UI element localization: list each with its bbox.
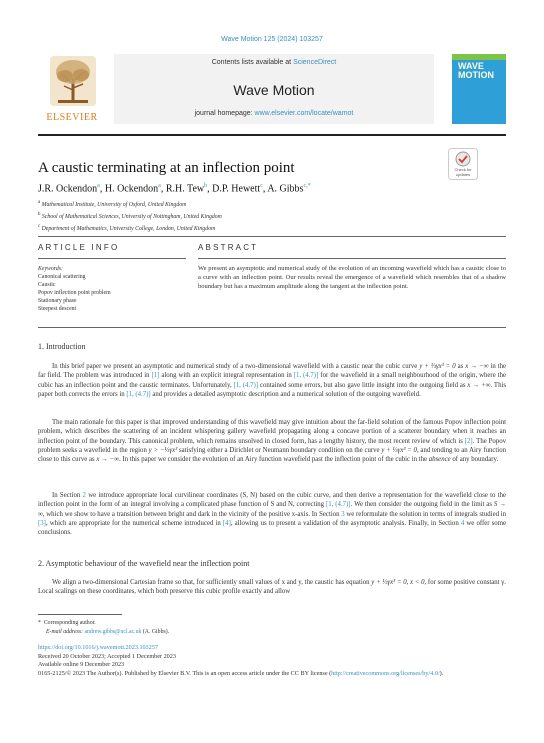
text-run: satisfying either a Dirichlet or Neumann boundary condition on the curve [177,446,382,454]
sciencedirect-link[interactable]: ScienceDirect [293,59,337,66]
text-run: The main rationale for this paper is that improved understanding of this wavefield may give intuition about the far-field solution of the famous Popov inflection point problem, which describes the scattering of an incident whispering gallery wavefield propagating along a concave portion of a scatterer boundary when it reaches an inflection point of the boundary. This canonical problem, which remains unsolved in closed form, has a lengthy history, the most recent review of which is [38,419,506,445]
equation: x → −∞ [465,363,489,370]
text-run: . This paper both corrects the errors in [38,381,507,398]
text-run: we reformulate the solution in terms of integrals studied in [344,510,506,518]
article-meta [38,644,506,678]
info-bottom-rule [38,327,506,328]
intro-paragraph-1 [38,362,506,399]
email-suffix: (A. Gibbs). [141,629,170,635]
keyword-item: Popov inflection point problem [38,290,111,296]
citation-link[interactable]: [1, (4.7)] [326,501,351,509]
author-separator: , [262,183,268,195]
emphasis: absence [428,456,451,463]
citation-link[interactable]: [1, (4.7)] [233,381,259,389]
keywords-title: Keywords: [38,266,63,272]
text-run: we offer some conclusions. [38,519,507,536]
homepage-line [114,110,434,117]
elsevier-tree-icon [50,56,96,106]
info-mid-rule-left [38,258,186,259]
keyword-item: Caustic [38,282,56,288]
text-run: of any boundary. [450,456,499,463]
author-affiliation-mark[interactable]: b [204,183,208,189]
author-separator: , [99,183,105,195]
journal-cover-thumbnail[interactable] [452,54,506,124]
cover-stripe [452,54,506,60]
email-label: E-mail address: [46,629,85,635]
text-run: and provides a detailed asymptotic description and a numerical solution of the outgoing wavefield. [150,390,421,398]
equation: x → −∞ [96,456,119,463]
footnote-line-2 [38,628,169,637]
journal-title: Wave Motion [233,82,315,98]
homepage-prefix: journal homepage: [194,110,255,117]
masthead [38,54,506,126]
text-run: , which we show to have a transition between bright and dark in the vicinity of the positive x-axis. In Section [42,510,342,518]
intro-paragraph-2 [38,418,506,464]
author-list [38,183,311,194]
text-run: In this brief paper we present an asymptotic and numerical study of a two-dimensional wavefield with a caustic near the cubic curve [52,363,420,370]
author-name[interactable]: A. Gibbs [267,183,304,195]
elsevier-wordmark: ELSEVIER [46,112,98,123]
abstract-text: We present an asymptotic and numerical study of the evolution of an incoming wavefield which has a caustic close to a curve with an inflection point. Our results reveal the emergence of a wavefield which resembles that of a shadow boundary but has a maximum amplitude along the tangent at the inflection point. [198,265,506,290]
corresponding-author-footnote [38,619,169,637]
text-run: for the wavefield in a small neighbourhood of the origin, where the cubic has an inflection point and the caustic terminates. Unfortunately, [38,372,506,389]
license-link[interactable]: http://creativecommons.org/licenses/by/4.0/ [331,669,440,677]
check-updates-icon [448,148,478,180]
text-run: contained some errors, but also gave little insight into the outgoing field as [258,381,468,389]
equation: x → +∞ [467,381,491,389]
license-statement [38,670,506,679]
equation: y + ⅓γx³ = 0 [419,363,456,370]
affiliation-mark: c [38,223,41,229]
text-run: . We then consider the outgoing field in the limit as [350,501,494,509]
citation-link[interactable]: [2] [464,437,473,445]
affiliation-item [38,222,222,234]
info-top-rule [38,236,506,237]
elsevier-logo [38,54,106,124]
check-updates-label-2: updates [455,172,471,177]
affiliation-text: School of Mathematical Sciences, University of Nottingham, United Kingdom [41,213,222,220]
keyword-item: Stationary phase [38,298,77,304]
author-name[interactable]: D.P. Hewett [212,183,261,195]
doi-link[interactable]: https://doi.org/10.1016/j.wavemoti.2023.103257 [38,644,159,651]
email-link[interactable]: andrew.gibbs@ucl.ac.uk [84,629,142,635]
citation-link[interactable]: [3] [38,519,46,527]
section-link[interactable]: 2 [82,492,86,499]
article-title: A caustic terminating at an inflection point [38,160,295,176]
affiliation-mark: b [38,211,41,217]
citation-link[interactable]: [4] [222,519,231,527]
journal-reference[interactable]: Wave Motion 125 (2024) 103257 [221,36,323,43]
author-name[interactable]: R.H. Tew [165,183,205,195]
check-for-updates-badge[interactable] [448,148,478,180]
homepage-link[interactable]: www.elsevier.com/locate/wamot [254,110,354,117]
section-heading-introduction: 1. Introduction [38,342,86,351]
affiliation-list [38,198,222,234]
asymptotic-paragraph-1 [38,578,506,597]
text-run: . In this paper we consider the evolution of an Airy function wavefield past the inflection point of the cubic in the [118,456,429,463]
citation-link[interactable]: [1, (4.7)] [293,372,319,380]
text-run: in the far field. The problem was introduced in [38,363,507,380]
footnote-star: * [38,620,41,626]
license-text: 0165-2125/© 2023 The Author(s). Published by Elsevier B.V. This is an open access article under the CC BY license ( [38,669,332,677]
equation: x < 0 [410,579,425,586]
cover-title: WAVE MOTION [458,61,494,80]
affiliation-item [38,198,222,210]
affiliation-item [38,210,222,222]
author-affiliation-mark[interactable]: c [260,183,263,189]
author-separator: , [160,183,166,195]
section-link[interactable]: 4 [460,519,465,527]
affiliation-mark: a [38,200,41,205]
citation-link[interactable]: [1, (4.7)] [126,390,151,398]
footnote-line-1 [38,619,169,628]
section-link[interactable]: 3 [341,510,345,518]
equation: y > −⅓γx³ [148,446,178,454]
footnote-corresponding: Corresponding author. [43,620,96,626]
equation: y + ⅓γx³ = 0 [381,446,417,454]
text-run: In Section [52,492,83,499]
info-mid-rule-right [198,258,506,259]
abstract-heading: ABSTRACT [198,243,259,252]
license-text-end: ). [439,669,444,677]
text-run: We align a two-dimensional Cartesian frame so that, for sufficiently small values of x and y, the caustic has equation [52,579,372,586]
keyword-item: Canonical scattering [38,274,86,280]
author-affiliation-mark[interactable]: a [97,183,100,189]
intro-paragraph-3 [38,491,506,537]
article-info-heading: ARTICLE INFO [38,243,120,252]
section-heading-asymptotic: 2. Asymptotic behaviour of the wavefield near the inflection point [38,559,250,568]
author-affiliation-mark[interactable]: c,* [303,183,311,189]
contents-line [114,59,434,66]
header-rule [38,134,506,136]
author-name[interactable]: J.R. Ockendon [38,183,98,195]
received-dates: Received 20 October 2023; Accepted 1 December 2023 [38,652,176,660]
text-run: as [455,363,466,370]
affiliation-text: Department of Mathematics, University College, London, United Kingdom [41,225,216,232]
text-run: we introduce appropriate local curvilinear coordinates (S, N) based on the cubic curve, and then derive a representation for the wavefield close to the inflection point in the form of an integral involving a complicated phase function of S and N, correcting [38,492,506,509]
contents-prefix: Contents lists available at [211,59,294,66]
author-name[interactable]: H. Ockendon [104,183,159,195]
text-run: , which are appropriate for the numerical scheme introduced in [45,519,223,527]
text-run: along with an explicit integral representation in [159,372,294,380]
keyword-item: Steepest descent [38,306,77,312]
affiliation-text: Mathematical Institute, University of Oxford, United Kingdom [41,201,187,208]
keywords-block [38,265,111,313]
text-run: , allowing us to present a validation of the asymptotic analysis. Finally, in Section [230,519,461,527]
equation: y + ⅓γx³ = 0, [371,579,409,586]
online-date: Available online 9 December 2023 [38,661,125,669]
author-separator: , [207,183,213,195]
text-run: , for some positive constant γ. Local scalings on these coordinates, which both preserve this cubic profile exactly and allow [38,579,506,596]
citation-link[interactable]: [1] [151,372,160,380]
text-run: , and tending to an Airy function close to this curve as [38,446,506,463]
check-updates-label-1: Check for [454,167,472,172]
footnote-rule [38,614,122,615]
journal-banner [114,54,434,124]
author-affiliation-mark[interactable]: a [158,183,161,189]
text-run: . The Popov problem seeks a wavefield in the region [38,437,506,454]
equation: S → ∞ [38,501,507,518]
